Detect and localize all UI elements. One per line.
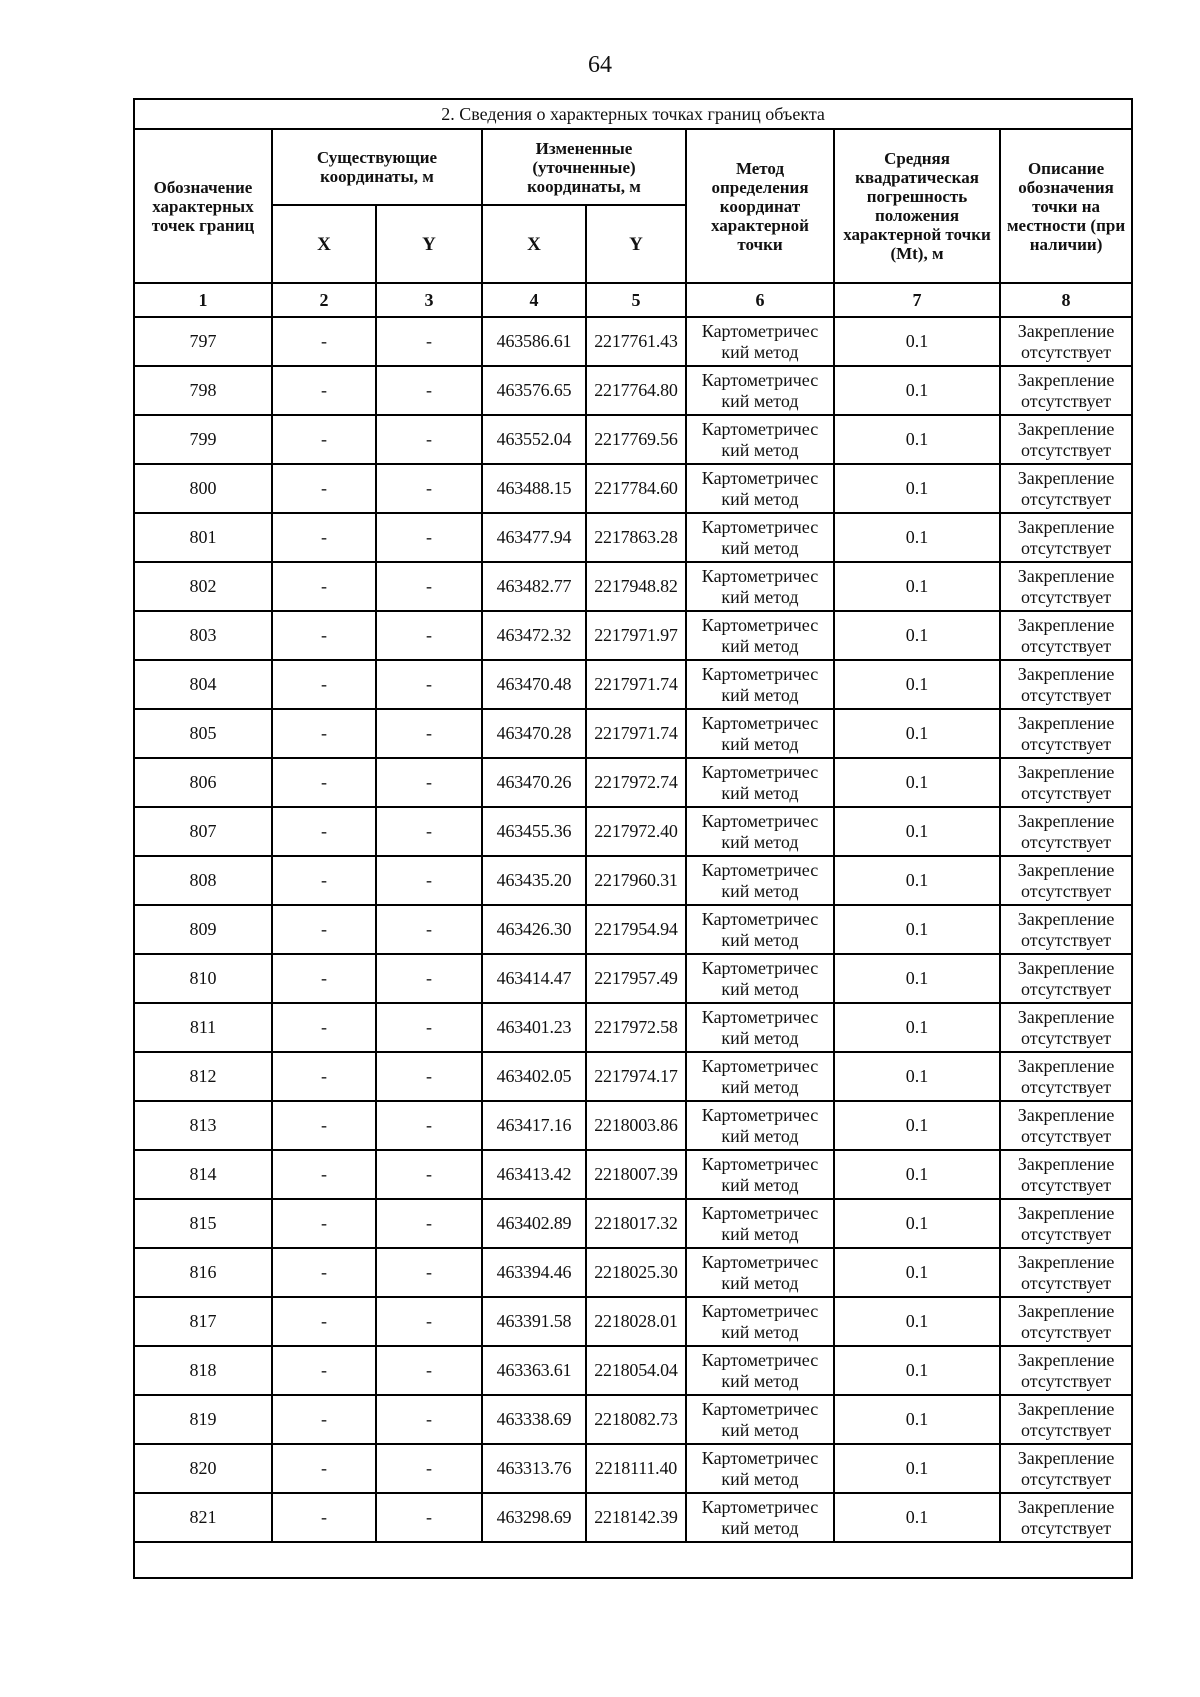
cell-existing-x: - [272,562,376,611]
cell-existing-y: - [376,660,482,709]
cell-error: 0.1 [834,1346,1000,1395]
column-number: 2 [272,283,376,317]
cell-x: 463313.76 [482,1444,586,1493]
cell-x: 463586.61 [482,317,586,366]
cell-existing-y: - [376,954,482,1003]
cell-error: 0.1 [834,415,1000,464]
table-row [134,317,1132,366]
cell-description: Закрепление отсутствует [1000,1150,1132,1199]
column-number: 6 [686,283,834,317]
cell-existing-x: - [272,1395,376,1444]
cell-description: Закрепление отсутствует [1000,317,1132,366]
table-row [134,660,1132,709]
cell-existing-x: - [272,415,376,464]
page-number: 64 [588,52,612,78]
cell-point: 801 [134,513,272,562]
cell-point: 811 [134,1003,272,1052]
cell-existing-y: - [376,611,482,660]
cell-point: 797 [134,317,272,366]
cell-error: 0.1 [834,1150,1000,1199]
header-changed-x: X [482,205,586,283]
cell-existing-y: - [376,1346,482,1395]
cell-existing-x: - [272,1346,376,1395]
cell-y: 2218111.40 [586,1444,686,1493]
cell-existing-x: - [272,1150,376,1199]
cell-existing-y: - [376,709,482,758]
cell-error: 0.1 [834,464,1000,513]
empty-footer-row [134,1542,1132,1578]
cell-point: 820 [134,1444,272,1493]
cell-point: 808 [134,856,272,905]
header-existing-x: X [272,205,376,283]
cell-point: 819 [134,1395,272,1444]
cell-existing-y: - [376,562,482,611]
cell-y: 2218082.73 [586,1395,686,1444]
cell-x: 463338.69 [482,1395,586,1444]
cell-description: Закрепление отсутствует [1000,954,1132,1003]
cell-method: Картометричес кий метод [686,954,834,1003]
cell-existing-x: - [272,1003,376,1052]
cell-existing-x: - [272,366,376,415]
cell-x: 463472.32 [482,611,586,660]
cell-description: Закрепление отсутствует [1000,366,1132,415]
table-row [134,1444,1132,1493]
header-method: Метод определения координат характерной точки [686,129,834,283]
header-error: Средняя квадратическая погрешность положения характерной точки (Mt), м [834,129,1000,283]
cell-y: 2217972.74 [586,758,686,807]
cell-error: 0.1 [834,1052,1000,1101]
table-row [134,513,1132,562]
cell-point: 804 [134,660,272,709]
cell-existing-y: - [376,1101,482,1150]
cell-x: 463470.48 [482,660,586,709]
cell-existing-y: - [376,513,482,562]
table-row [134,1003,1132,1052]
cell-error: 0.1 [834,1297,1000,1346]
cell-error: 0.1 [834,660,1000,709]
cell-point: 803 [134,611,272,660]
cell-x: 463401.23 [482,1003,586,1052]
cell-error: 0.1 [834,856,1000,905]
cell-description: Закрепление отсутствует [1000,1395,1132,1444]
header-changed-y: Y [586,205,686,283]
cell-y: 2218003.86 [586,1101,686,1150]
cell-description: Закрепление отсутствует [1000,1493,1132,1542]
cell-method: Картометричес кий метод [686,1346,834,1395]
cell-description: Закрепление отсутствует [1000,807,1132,856]
cell-point: 815 [134,1199,272,1248]
cell-existing-x: - [272,954,376,1003]
table-row [134,611,1132,660]
cell-description: Закрепление отсутствует [1000,1444,1132,1493]
cell-method: Картометричес кий метод [686,317,834,366]
column-number: 1 [134,283,272,317]
cell-description: Закрепление отсутствует [1000,1346,1132,1395]
cell-method: Картометричес кий метод [686,856,834,905]
cell-existing-y: - [376,366,482,415]
cell-x: 463488.15 [482,464,586,513]
cell-x: 463470.26 [482,758,586,807]
cell-method: Картометричес кий метод [686,1395,834,1444]
cell-method: Картометричес кий метод [686,513,834,562]
cell-existing-x: - [272,807,376,856]
table-row [134,1101,1132,1150]
cell-error: 0.1 [834,1101,1000,1150]
cell-point: 812 [134,1052,272,1101]
cell-point: 799 [134,415,272,464]
section-title-row [134,99,1132,129]
cell-method: Картометричес кий метод [686,1444,834,1493]
cell-description: Закрепление отсутствует [1000,611,1132,660]
header-existing-coordinates: Существующие координаты, м [272,129,482,205]
table-row [134,1248,1132,1297]
column-number: 4 [482,283,586,317]
cell-description: Закрепление отсутствует [1000,1003,1132,1052]
cell-y: 2217972.40 [586,807,686,856]
cell-y: 2218142.39 [586,1493,686,1542]
cell-method: Картометричес кий метод [686,807,834,856]
cell-y: 2217960.31 [586,856,686,905]
cell-y: 2218007.39 [586,1150,686,1199]
cell-x: 463482.77 [482,562,586,611]
cell-y: 2217972.58 [586,1003,686,1052]
cell-y: 2217971.97 [586,611,686,660]
cell-error: 0.1 [834,807,1000,856]
cell-x: 463363.61 [482,1346,586,1395]
table-row [134,905,1132,954]
cell-x: 463394.46 [482,1248,586,1297]
cell-method: Картометричес кий метод [686,1150,834,1199]
cell-error: 0.1 [834,611,1000,660]
cell-existing-y: - [376,1248,482,1297]
cell-error: 0.1 [834,1199,1000,1248]
cell-point: 814 [134,1150,272,1199]
cell-point: 810 [134,954,272,1003]
column-number: 3 [376,283,482,317]
header-row [134,129,1132,205]
cell-error: 0.1 [834,513,1000,562]
empty-footer-cell [134,1542,1132,1578]
table-row [134,856,1132,905]
cell-method: Картометричес кий метод [686,464,834,513]
cell-existing-x: - [272,1493,376,1542]
cell-y: 2218017.32 [586,1199,686,1248]
cell-point: 809 [134,905,272,954]
cell-existing-y: - [376,1003,482,1052]
cell-method: Картометричес кий метод [686,1297,834,1346]
cell-description: Закрепление отсутствует [1000,660,1132,709]
cell-y: 2217974.17 [586,1052,686,1101]
cell-error: 0.1 [834,1248,1000,1297]
table-row [134,758,1132,807]
cell-point: 821 [134,1493,272,1542]
cell-existing-x: - [272,513,376,562]
cell-error: 0.1 [834,905,1000,954]
cell-existing-x: - [272,905,376,954]
column-number-row [134,283,1132,317]
cell-existing-y: - [376,807,482,856]
cell-y: 2217761.43 [586,317,686,366]
cell-y: 2217948.82 [586,562,686,611]
table-row [134,366,1132,415]
cell-existing-x: - [272,709,376,758]
cell-existing-y: - [376,856,482,905]
cell-x: 463435.20 [482,856,586,905]
cell-existing-y: - [376,317,482,366]
cell-point: 798 [134,366,272,415]
cell-error: 0.1 [834,709,1000,758]
cell-description: Закрепление отсутствует [1000,562,1132,611]
header-existing-y: Y [376,205,482,283]
cell-existing-x: - [272,1052,376,1101]
cell-y: 2217954.94 [586,905,686,954]
cell-method: Картометричес кий метод [686,660,834,709]
cell-description: Закрепление отсутствует [1000,1199,1132,1248]
cell-existing-y: - [376,758,482,807]
cell-method: Картометричес кий метод [686,1052,834,1101]
cell-y: 2217863.28 [586,513,686,562]
cell-x: 463477.94 [482,513,586,562]
column-number: 8 [1000,283,1132,317]
cell-x: 463552.04 [482,415,586,464]
cell-point: 802 [134,562,272,611]
cell-existing-x: - [272,758,376,807]
cell-existing-y: - [376,905,482,954]
cell-error: 0.1 [834,1003,1000,1052]
cell-description: Закрепление отсутствует [1000,1297,1132,1346]
cell-description: Закрепление отсутствует [1000,1248,1132,1297]
cell-method: Картометричес кий метод [686,611,834,660]
cell-y: 2218025.30 [586,1248,686,1297]
cell-y: 2217764.80 [586,366,686,415]
cell-method: Картометричес кий метод [686,758,834,807]
cell-existing-x: - [272,1444,376,1493]
cell-error: 0.1 [834,317,1000,366]
cell-existing-x: - [272,1199,376,1248]
table-row [134,1493,1132,1542]
cell-existing-y: - [376,1493,482,1542]
cell-x: 463413.42 [482,1150,586,1199]
table-row [134,415,1132,464]
cell-description: Закрепление отсутствует [1000,464,1132,513]
cell-existing-x: - [272,611,376,660]
table-row [134,562,1132,611]
cell-error: 0.1 [834,562,1000,611]
cell-method: Картометричес кий метод [686,709,834,758]
cell-y: 2217971.74 [586,709,686,758]
table-row [134,1199,1132,1248]
cell-method: Картометричес кий метод [686,1248,834,1297]
header-changed-coordinates: Измененные (уточненные) координаты, м [482,129,686,205]
cell-error: 0.1 [834,1444,1000,1493]
cell-x: 463298.69 [482,1493,586,1542]
cell-existing-x: - [272,1101,376,1150]
cell-error: 0.1 [834,1395,1000,1444]
cell-existing-y: - [376,1444,482,1493]
cell-point: 800 [134,464,272,513]
cell-existing-x: - [272,1248,376,1297]
cell-x: 463576.65 [482,366,586,415]
cell-existing-y: - [376,1052,482,1101]
cell-description: Закрепление отсутствует [1000,1052,1132,1101]
cell-y: 2217784.60 [586,464,686,513]
table-row [134,1052,1132,1101]
cell-existing-y: - [376,1199,482,1248]
column-number: 7 [834,283,1000,317]
cell-method: Картометричес кий метод [686,1199,834,1248]
cell-method: Картометричес кий метод [686,562,834,611]
cell-y: 2217769.56 [586,415,686,464]
table-row [134,807,1132,856]
cell-x: 463455.36 [482,807,586,856]
cell-x: 463426.30 [482,905,586,954]
cell-x: 463417.16 [482,1101,586,1150]
cell-point: 807 [134,807,272,856]
cell-error: 0.1 [834,1493,1000,1542]
cell-point: 805 [134,709,272,758]
cell-error: 0.1 [834,366,1000,415]
cell-description: Закрепление отсутствует [1000,415,1132,464]
cell-existing-x: - [272,856,376,905]
cell-point: 813 [134,1101,272,1150]
section-title: 2. Сведения о характерных точках границ объекта [134,99,1132,129]
cell-method: Картометричес кий метод [686,1493,834,1542]
cell-point: 818 [134,1346,272,1395]
cell-y: 2218028.01 [586,1297,686,1346]
cell-y: 2218054.04 [586,1346,686,1395]
cell-x: 463402.05 [482,1052,586,1101]
cell-description: Закрепление отсутствует [1000,905,1132,954]
table-row [134,1346,1132,1395]
cell-method: Картометричес кий метод [686,905,834,954]
cell-existing-x: - [272,464,376,513]
cell-existing-y: - [376,1395,482,1444]
cell-description: Закрепление отсутствует [1000,856,1132,905]
header-description: Описание обозначения точки на местности (при наличии) [1000,129,1132,283]
cell-existing-y: - [376,1150,482,1199]
cell-description: Закрепление отсутствует [1000,513,1132,562]
table-row [134,1297,1132,1346]
cell-method: Картометричес кий метод [686,366,834,415]
cell-description: Закрепление отсутствует [1000,709,1132,758]
cell-x: 463414.47 [482,954,586,1003]
table-row [134,1395,1132,1444]
cell-existing-y: - [376,1297,482,1346]
cell-existing-x: - [272,317,376,366]
cell-x: 463402.89 [482,1199,586,1248]
cell-point: 806 [134,758,272,807]
cell-existing-y: - [376,464,482,513]
cell-point: 817 [134,1297,272,1346]
cell-method: Картометричес кий метод [686,1003,834,1052]
cell-description: Закрепление отсутствует [1000,758,1132,807]
cell-existing-x: - [272,1297,376,1346]
cell-existing-x: - [272,660,376,709]
column-number: 5 [586,283,686,317]
table-row [134,954,1132,1003]
boundary-points-table [133,98,1133,1579]
table-row [134,1150,1132,1199]
cell-error: 0.1 [834,758,1000,807]
cell-y: 2217957.49 [586,954,686,1003]
cell-point: 816 [134,1248,272,1297]
header-designation: Обозначение характерных точек границ [134,129,272,283]
cell-method: Картометричес кий метод [686,1101,834,1150]
cell-x: 463470.28 [482,709,586,758]
cell-y: 2217971.74 [586,660,686,709]
cell-existing-y: - [376,415,482,464]
cell-x: 463391.58 [482,1297,586,1346]
cell-method: Картометричес кий метод [686,415,834,464]
cell-error: 0.1 [834,954,1000,1003]
table-row [134,709,1132,758]
table-row [134,464,1132,513]
cell-description: Закрепление отсутствует [1000,1101,1132,1150]
